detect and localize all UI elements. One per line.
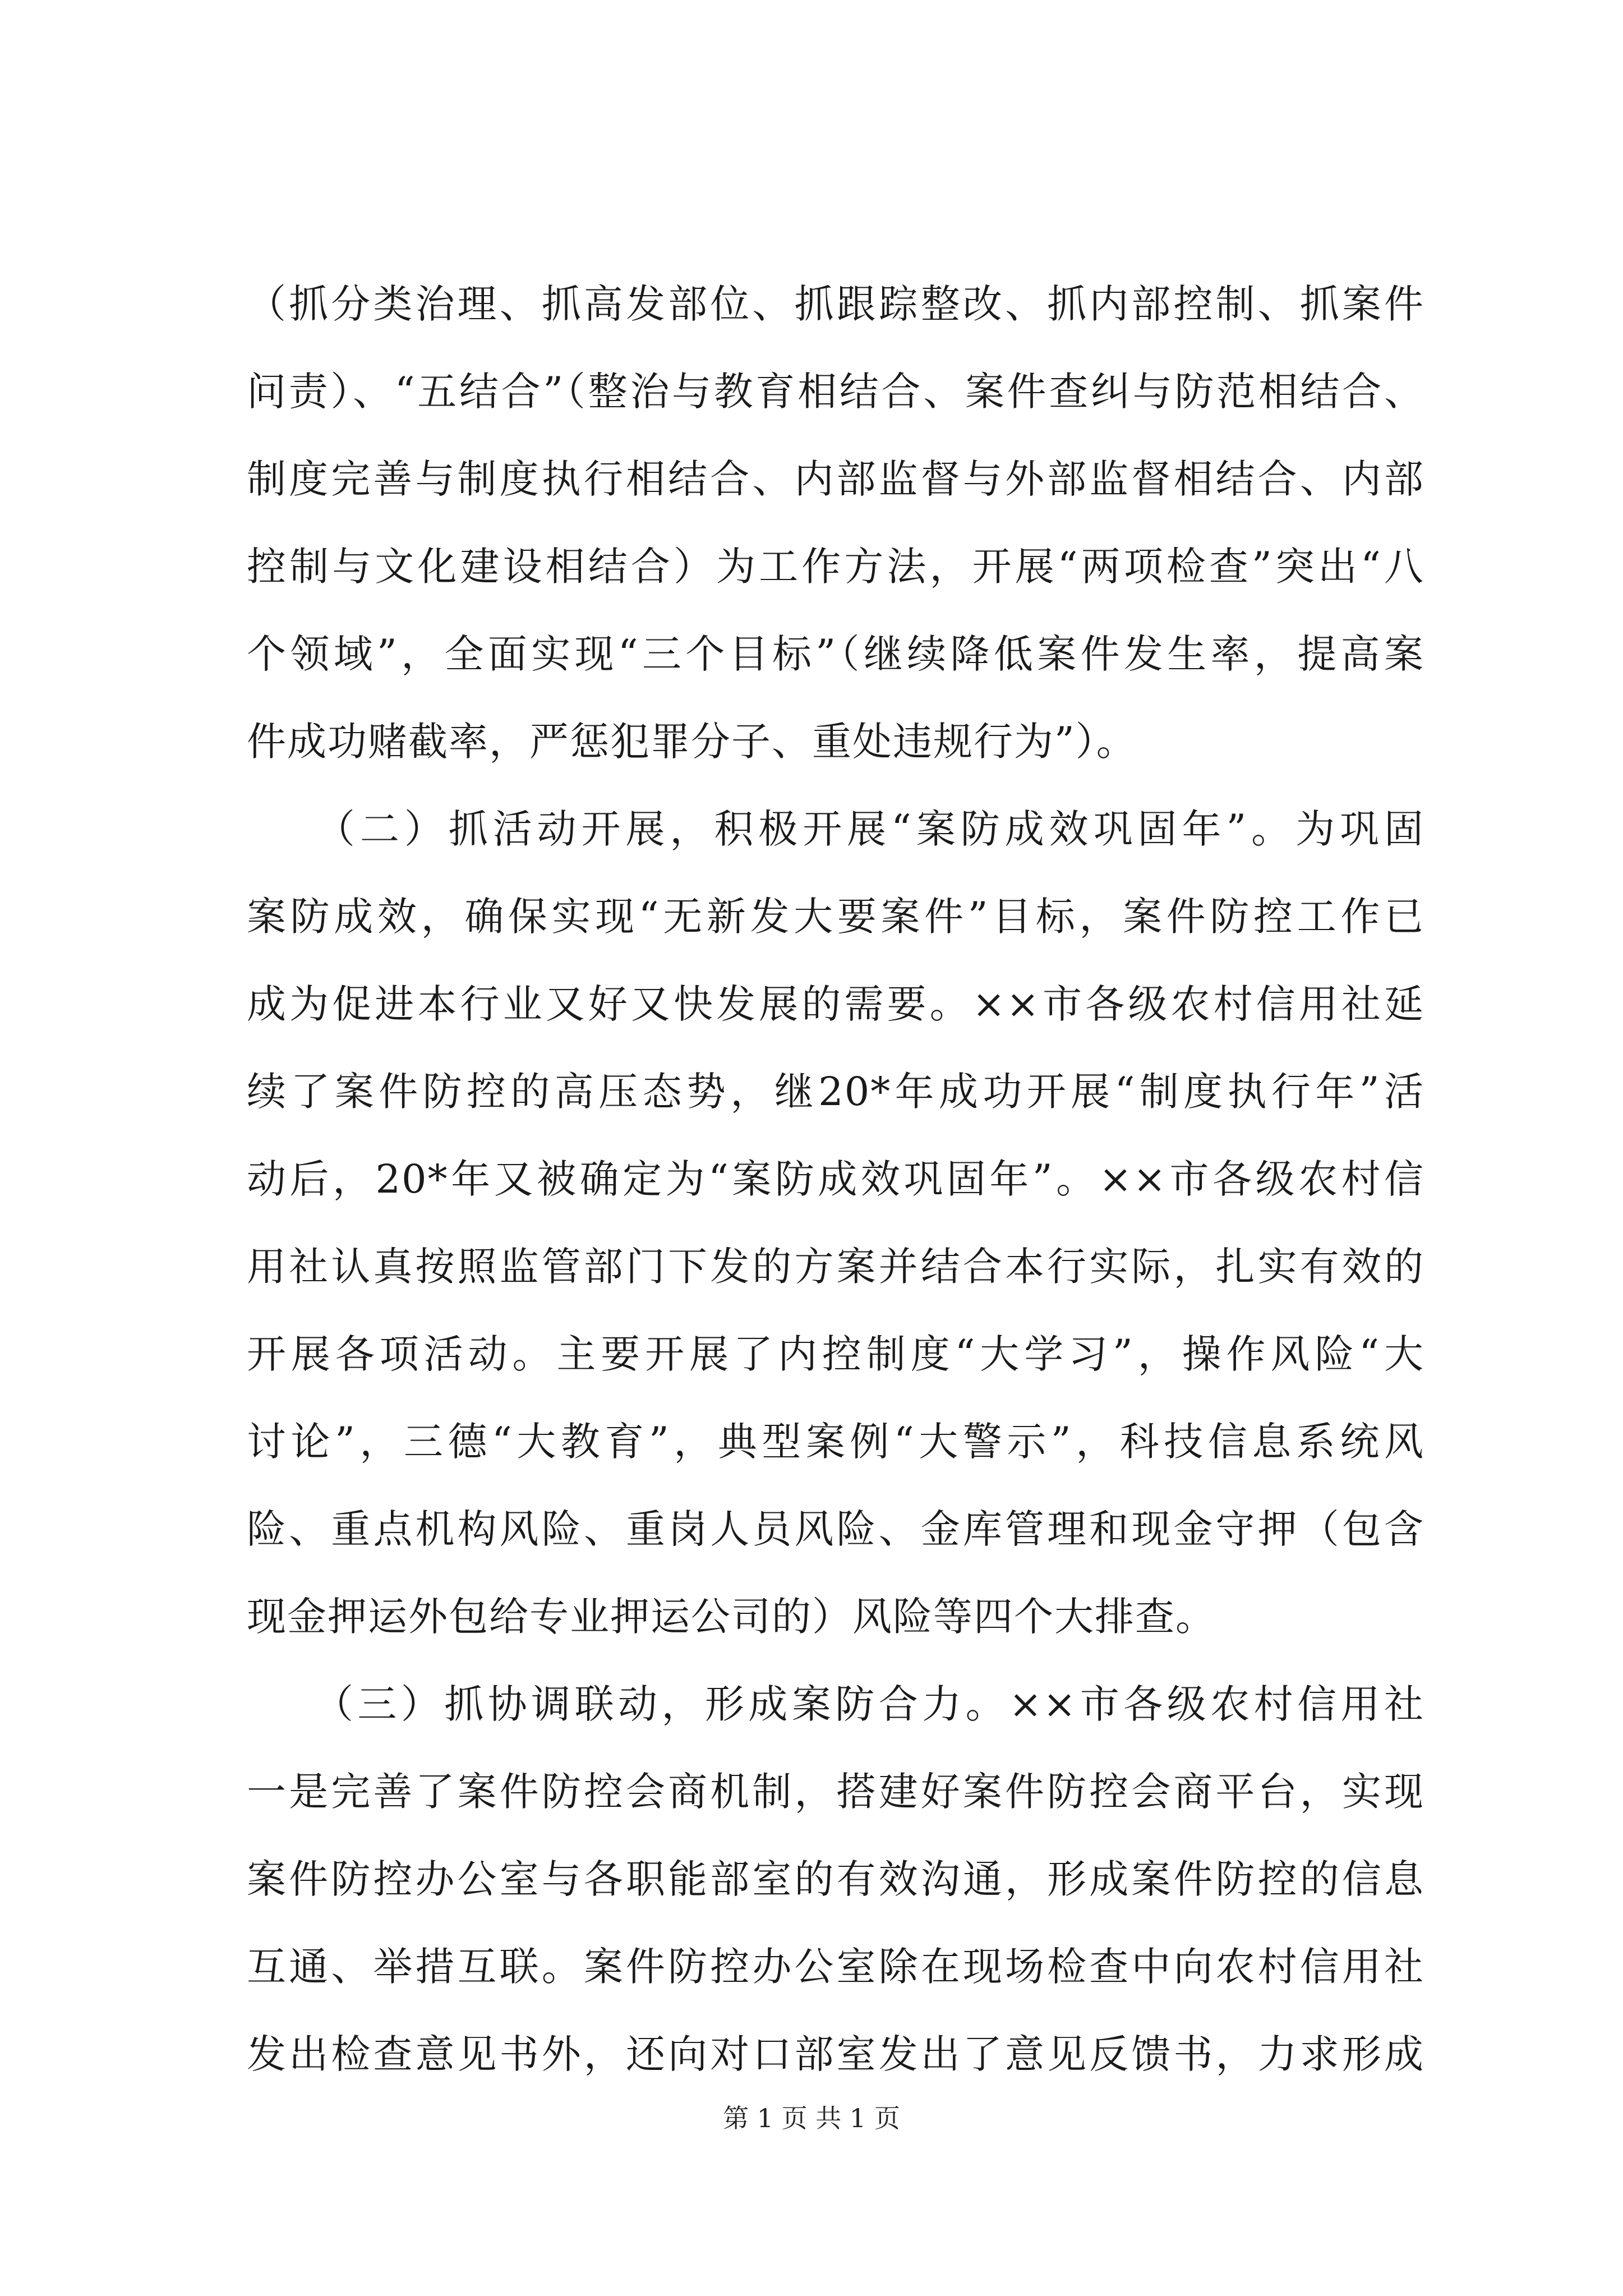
text-line: 一是完善了案件防控会商机制，搭建好案件防控会商平台，实现 <box>247 1769 1424 1815</box>
text-line: 件成功赌截率，严惩犯罪分子、重处违规行为”）。 <box>247 719 1137 765</box>
text-line: 用社认真按照监管部门下发的方案并结合本行实际，扎实有效的 <box>247 1244 1424 1290</box>
text-line: 制度完善与制度执行相结合、内部监督与外部监督相结合、内部 <box>247 456 1424 502</box>
text-line: 个领域”，全面实现“三个目标”（继续降低案件发生率，提高案 <box>247 631 1424 677</box>
text-line: 互通、举措互联。案件防控办公室除在现场检查中向农村信用社 <box>247 1944 1424 1990</box>
text-line: （二）抓活动开展，积极开展“案防成效巩固年”。为巩固 <box>247 806 1424 852</box>
text-line: 成为促进本行业又好又快发展的需要。××市各级农村信用社延 <box>247 981 1424 1027</box>
text-line: 险、重点机构风险、重岗人员风险、金库管理和现金守押（包含 <box>247 1506 1424 1552</box>
text-line: 讨论”，三德“大教育”，典型案例“大警示”，科技信息系统风 <box>247 1419 1424 1465</box>
text-line: 案件防控办公室与各职能部室的有效沟通，形成案件防控的信息 <box>247 1856 1424 1902</box>
text-line: 案防成效，确保实现“无新发大要案件”目标，案件防控工作已 <box>247 894 1424 940</box>
text-line: 问责）、“五结合”（整治与教育相结合、案件查纠与防范相结合、 <box>247 369 1424 415</box>
body-text <box>247 260 1424 2098</box>
text-line: 现金押运外包给专业押运公司的）风险等四个大排查。 <box>247 1594 1216 1640</box>
text-line: 控制与文化建设相结合）为工作方法，开展“两项检查”突出“八 <box>247 544 1424 590</box>
text-line: 开展各项活动。主要开展了内控制度“大学习”，操作风险“大 <box>247 1331 1424 1377</box>
text-line: 发出检查意见书外，还向对口部室发出了意见反馈书，力求形成 <box>247 2031 1424 2077</box>
text-line: 续了案件防控的高压态势，继20*年成功开展“制度执行年”活 <box>247 1069 1424 1115</box>
text-line: （三）抓协调联动，形成案防合力。××市各级农村信用社 <box>247 1681 1424 1727</box>
page-footer: 第 1 页 共 1 页 <box>723 2103 900 2133</box>
text-line: （抓分类治理、抓高发部位、抓跟踪整改、抓内部控制、抓案件 <box>247 281 1424 327</box>
text-line: 动后，20*年又被确定为“案防成效巩固年”。××市各级农村信 <box>247 1156 1424 1202</box>
